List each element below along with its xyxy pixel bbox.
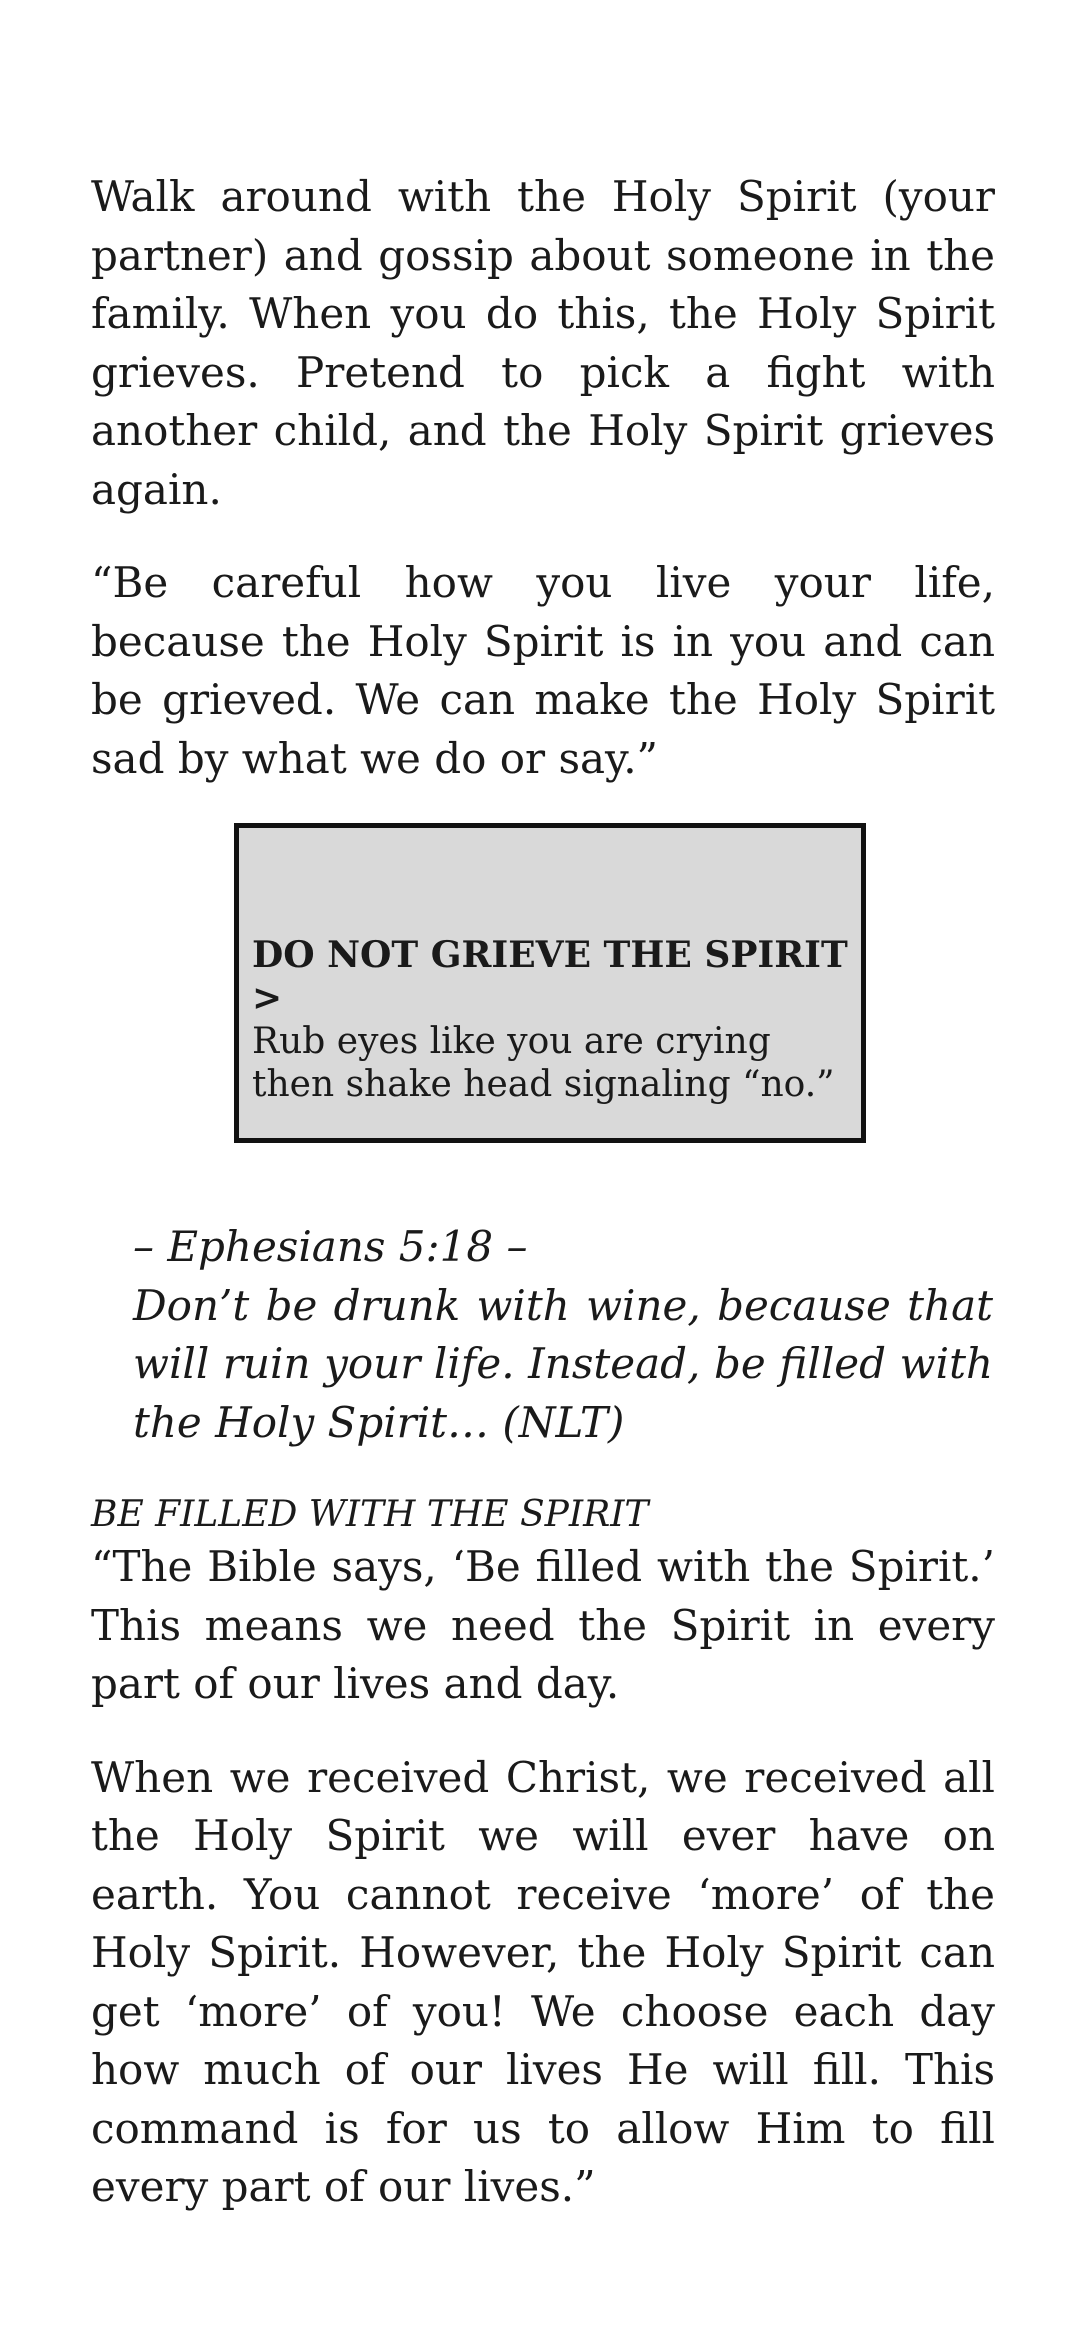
scripture-quote — [133, 1218, 993, 1452]
callout-title: DO NOT GRIEVE THE SPIRIT > — [252, 934, 848, 1019]
action-callout-box — [234, 823, 866, 1143]
paragraph-be-filled: “The Bible says, ‘Be filled with the Spirit.’ This means we need the Spirit in every part of our lives and day. — [91, 1542, 995, 1708]
callout-body: Rub eyes like you are crying then shake head signaling “no.” — [252, 1021, 835, 1105]
paragraph-activity: Walk around with the Holy Spirit (your partner) and gossip about someone in the family. When you do this, the Holy Spirit grieves. Pretend to pick a fight with another child, and the Holy Spirit grieves again. — [91, 172, 995, 514]
scripture-verse: Don’t be drunk with wine, because that will ruin your life. Instead, be filled with the Holy Spirit… (NLT) — [133, 1280, 993, 1447]
document-page — [91, 168, 995, 2252]
section-heading: BE FILLED WITH THE SPIRIT — [91, 1494, 649, 1535]
callout-content — [252, 934, 851, 1106]
paragraph-received-christ: When we received Christ, we received all the Holy Spirit we will ever have on earth. You cannot receive ‘more’ of the Holy Spirit. However, the Holy Spirit can get ‘more’ of you! We choose each day how much of our lives He will fill. This command is for us to allow Him to fill every part of our lives.” — [91, 1752, 995, 2211]
scripture-reference: – Ephesians 5:18 – — [133, 1222, 528, 1271]
paragraph-grieve-explanation: “Be careful how you live your life, because the Holy Spirit is in you and can be grieved. We can make the Holy Spirit sad by what we do or say.” — [91, 558, 995, 783]
